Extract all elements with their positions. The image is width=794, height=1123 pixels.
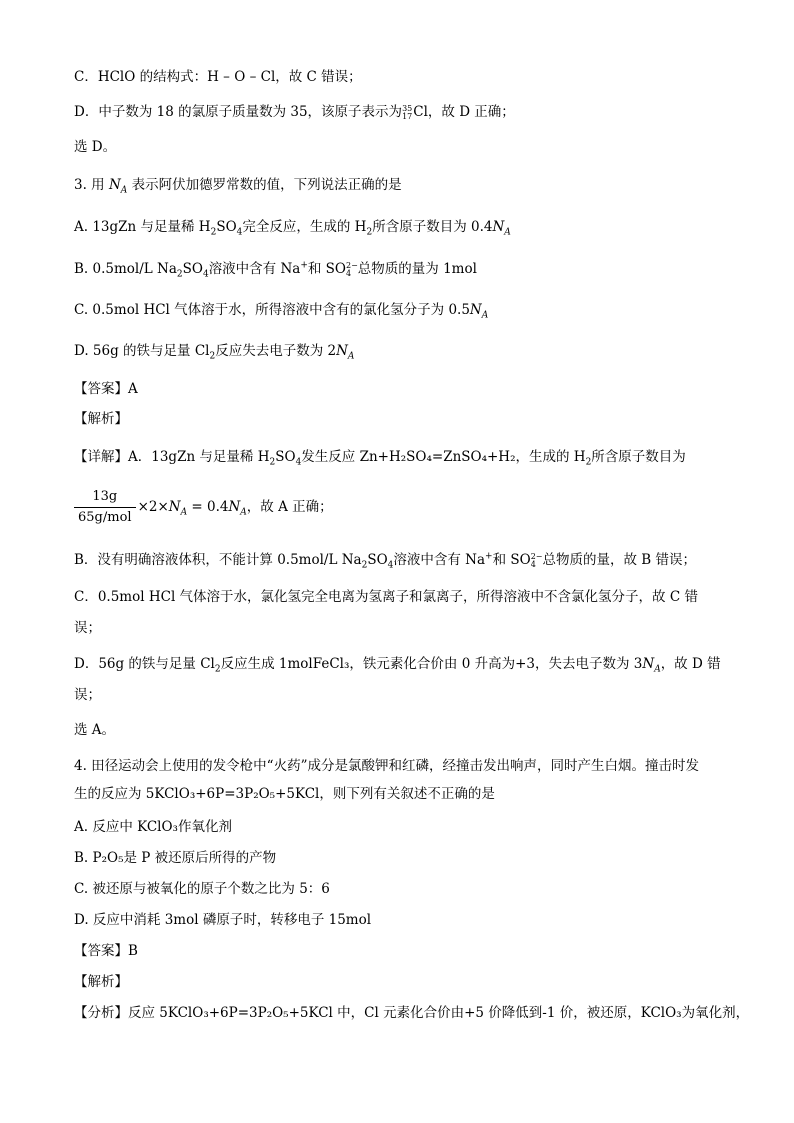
text: SO <box>182 261 203 277</box>
answer-4 <box>74 942 138 960</box>
text: 【分析】反应 5KClO₃+6P=3P₂O₅+5KCl 中，Cl 元素化合价由+5 价降低到-1 价，被还原，KClO₃为氧化剂， <box>74 1005 750 1021</box>
text: ×2× <box>137 499 169 515</box>
sub: 2 <box>214 664 221 675</box>
na-symbol <box>492 219 511 238</box>
text: 反应生成 1molFeCl₃，铁元素化合价由 0 升高为+3，失去电子数为 3 <box>220 656 643 672</box>
a: A <box>180 507 188 518</box>
n: N <box>228 499 241 515</box>
text: 【答案】B <box>74 943 138 959</box>
question-3 <box>74 176 402 194</box>
n: N <box>108 177 121 193</box>
text: D. 反应中消耗 3mol 磷原子时，转移电子 15mol <box>74 912 372 928</box>
text: 所含原子数目为 <box>591 449 686 465</box>
a: A <box>347 351 355 362</box>
text: 生的反应为 5KClO₃+6P=3P₂O₅+5KCl，则下列有关叙述不正确的是 <box>74 786 495 802</box>
text: B. 0.5mol/L Na <box>74 261 177 277</box>
sub: 4 <box>530 559 536 569</box>
sub: 2 <box>210 227 217 238</box>
na-symbol <box>228 499 247 518</box>
sub: 4 <box>295 457 302 468</box>
n: N <box>469 302 482 318</box>
detail-3-d <box>74 655 721 673</box>
text: A. 13gZn 与足量稀 H <box>74 219 211 235</box>
na-symbol <box>336 343 355 362</box>
text: 【解析】 <box>74 974 128 990</box>
q4-option-d <box>74 911 371 929</box>
text: 误； <box>74 687 101 703</box>
detail-3-d-cont <box>74 686 101 704</box>
text: Cl，故 D 正确； <box>413 104 515 120</box>
analysis-3 <box>74 410 128 428</box>
analysis-4 <box>74 973 128 991</box>
q4-option-a <box>74 818 232 836</box>
sub: 4 <box>346 268 352 278</box>
sup: + <box>485 551 493 562</box>
text: 表示阿伏加德罗常数的值，下列说法正确的是 <box>131 177 402 193</box>
q4-option-b <box>74 849 276 867</box>
text: C．HClO 的结构式：H – O – Cl，故 C 错误； <box>74 69 362 85</box>
text: 总物质的量为 1mol <box>357 261 477 277</box>
analysis-4-detail <box>74 1004 749 1022</box>
text: ，故 A 正确； <box>246 499 333 515</box>
text: 溶液中含有 Na <box>393 552 486 568</box>
so4-sub-sup <box>531 553 543 569</box>
text: 选 A。 <box>74 722 116 738</box>
denominator: 65g/mol <box>78 510 132 525</box>
option-d-prev <box>74 103 515 121</box>
sub: 4 <box>236 227 243 238</box>
sub: 2 <box>269 457 276 468</box>
fraction-line <box>74 488 333 527</box>
text: 4. 田径运动会上使用的发令枪中“火药”成分是氯酸钾和红磷，经撞击发出响声，同时产生白烟。撞击时发 <box>74 758 699 774</box>
text: 反应失去电子数为 2 <box>215 343 337 359</box>
text: 和 SO <box>492 552 531 568</box>
na-symbol <box>168 499 188 518</box>
text: 总物质的量，故 B 错误； <box>542 552 697 568</box>
sub: 2 <box>209 351 216 362</box>
detail-3-b <box>74 551 696 569</box>
q3-option-b <box>74 260 477 278</box>
atomic-number: 17 <box>402 111 413 121</box>
charge: 2− <box>346 260 358 270</box>
answer-3 <box>74 380 138 398</box>
text: 选 D。 <box>74 139 117 155</box>
text: SO <box>367 552 388 568</box>
n: N <box>642 656 655 672</box>
text: ，故 D 错 <box>660 656 721 672</box>
q3-option-c <box>74 301 488 319</box>
q3-option-a <box>74 218 511 236</box>
numerator: 13g <box>74 488 136 508</box>
text: D．中子数为 18 的氯原子质量数为 35，该原子表示为 <box>74 104 403 120</box>
detail-3-c <box>74 588 698 606</box>
text: SO <box>216 219 237 235</box>
a: A <box>504 227 511 238</box>
detail-3-a <box>74 448 686 466</box>
so4-sub-sup <box>346 262 358 278</box>
charge: 2− <box>530 551 543 561</box>
q4-option-c <box>74 880 330 898</box>
sub: 2 <box>361 560 368 571</box>
text: 【答案】A <box>74 381 138 397</box>
text: 溶液中含有 Na <box>208 261 301 277</box>
text: 和 SO <box>307 261 346 277</box>
text: D．56g 的铁与足量 Cl <box>74 656 215 672</box>
q3-option-d <box>74 342 354 360</box>
select-a-line <box>74 721 115 739</box>
sub: 2 <box>585 457 592 468</box>
sub: 4 <box>387 560 394 571</box>
text: C．0.5mol HCl 气体溶于水，氯化氢完全电离为氢离子和氯离子，所得溶液中不含氯化氢分子，故 C 错 <box>74 589 698 605</box>
fraction <box>74 488 136 527</box>
a: A <box>240 507 247 518</box>
text: B．没有明确溶液体积，不能计算 0.5mol/L Na <box>74 552 362 568</box>
na-symbol <box>642 656 661 675</box>
question-4 <box>74 757 699 775</box>
detail-3-c-cont <box>74 619 101 637</box>
text: 发生反应 Zn+H₂SO₄=ZnSO₄+H₂，生成的 H <box>301 449 586 465</box>
sub: 2 <box>366 227 373 238</box>
n: N <box>492 219 505 235</box>
a: A <box>654 664 661 675</box>
text: B. P₂O₅是 P 被还原后所得的产物 <box>74 850 277 866</box>
mass-number: 35 <box>402 103 413 113</box>
text: C. 被还原与被氧化的原子个数之比为 5：6 <box>74 881 330 897</box>
text: C. 0.5mol HCl 气体溶于水，所得溶液中含有的氯化氢分子为 0.5 <box>74 302 470 318</box>
na-symbol <box>108 177 128 196</box>
n: N <box>336 343 348 359</box>
sup: + <box>300 260 308 271</box>
text: 所含原子数目为 0.4 <box>372 219 493 235</box>
option-c-prev <box>74 68 362 86</box>
text: A. 反应中 KClO₃作氧化剂 <box>74 819 232 835</box>
text: = 0.4 <box>187 499 229 515</box>
a: A <box>481 310 489 321</box>
text: 【详解】A．13gZn 与足量稀 H <box>74 449 270 465</box>
sub: 4 <box>202 269 209 280</box>
text: D. 56g 的铁与足量 Cl <box>74 343 210 359</box>
isotope-notation <box>402 105 412 121</box>
n: N <box>168 499 181 515</box>
text: SO <box>275 449 296 465</box>
sub: 2 <box>176 269 183 280</box>
text: 误； <box>74 620 101 636</box>
text: 3. 用 <box>74 177 105 193</box>
na-symbol <box>469 302 489 321</box>
a: A <box>120 185 128 196</box>
text: 完全反应，生成的 H <box>242 219 367 235</box>
question-4-cont <box>74 785 495 803</box>
select-d-line <box>74 138 116 156</box>
text: 【解析】 <box>74 411 128 427</box>
